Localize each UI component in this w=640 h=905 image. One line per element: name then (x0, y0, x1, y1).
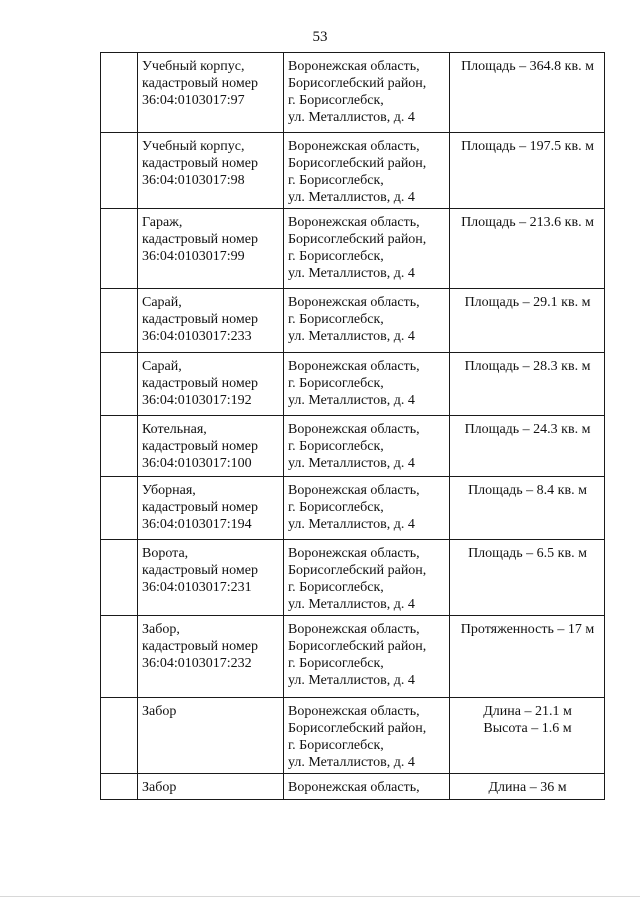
table-row (101, 289, 605, 353)
row-number-cell (101, 540, 138, 616)
address-line: Воронежская область, (288, 483, 420, 498)
measure-line: Площадь – 28.3 кв. м (464, 359, 591, 374)
page-number: 53 (312, 29, 328, 45)
row-number-cell (101, 416, 138, 477)
measure-line: Площадь – 364.8 кв. м (461, 59, 594, 74)
address-cell (284, 774, 450, 800)
address-cell (284, 353, 450, 416)
address-line: ул. Металлистов, д. 4 (288, 190, 415, 205)
address-line: ул. Металлистов, д. 4 (288, 393, 415, 408)
address-line: Воронежская область, (288, 295, 420, 310)
object-name-line: кадастровый номер (142, 376, 258, 391)
address-line: Воронежская область, (288, 422, 420, 437)
address-line: г. Борисоглебск, (288, 173, 384, 188)
address-line: г. Борисоглебск, (288, 580, 384, 595)
measure-cell (450, 698, 605, 774)
object-name-line: 36:04:0103017:97 (142, 93, 245, 108)
measure-cell (450, 289, 605, 353)
object-name-line: Учебный корпус, (142, 139, 245, 154)
footer-rule (0, 896, 640, 897)
object-name-line: кадастровый номер (142, 156, 258, 171)
object-name-line: кадастровый номер (142, 639, 258, 654)
address-line: г. Борисоглебск, (288, 376, 384, 391)
address-line: ул. Металлистов, д. 4 (288, 329, 415, 344)
address-line: г. Борисоглебск, (288, 500, 384, 515)
row-number-cell (101, 774, 138, 800)
address-line: Борисоглебский район, (288, 156, 427, 171)
object-name-line: кадастровый номер (142, 232, 258, 247)
measure-cell (450, 209, 605, 289)
object-name-line: 36:04:0103017:100 (142, 456, 252, 471)
table-row (101, 133, 605, 209)
object-name-line: 36:04:0103017:232 (142, 656, 252, 671)
row-number-cell (101, 133, 138, 209)
table-row (101, 209, 605, 289)
address-line: г. Борисоглебск, (288, 312, 384, 327)
address-line: ул. Металлистов, д. 4 (288, 456, 415, 471)
address-line: Воронежская область, (288, 215, 420, 230)
address-line: Воронежская область, (288, 780, 420, 795)
object-name-line: Сарай, (142, 295, 182, 310)
measure-line: Длина – 21.1 м (483, 704, 572, 719)
address-line: ул. Металлистов, д. 4 (288, 673, 415, 688)
measure-cell (450, 416, 605, 477)
object-name-line: Сарай, (142, 359, 182, 374)
table-row (101, 416, 605, 477)
property-table-body (101, 53, 605, 800)
address-line: Воронежская область, (288, 359, 420, 374)
address-cell (284, 616, 450, 698)
measure-line: Площадь – 6.5 кв. м (468, 546, 587, 561)
row-number-cell (101, 209, 138, 289)
address-cell (284, 416, 450, 477)
address-line: г. Борисоглебск, (288, 249, 384, 264)
object-name-cell (138, 540, 284, 616)
address-line: Воронежская область, (288, 546, 420, 561)
row-number-cell (101, 289, 138, 353)
address-line: ул. Металлистов, д. 4 (288, 755, 415, 770)
table-row (101, 774, 605, 800)
table-row (101, 698, 605, 774)
address-line: Воронежская область, (288, 704, 420, 719)
address-line: Воронежская область, (288, 139, 420, 154)
property-table (100, 52, 605, 800)
object-name-line: 36:04:0103017:99 (142, 249, 245, 264)
measure-line: Площадь – 8.4 кв. м (468, 483, 587, 498)
measure-cell (450, 540, 605, 616)
measure-line: Высота – 1.6 м (483, 721, 572, 736)
object-name-line: Ворота, (142, 546, 189, 561)
address-line: Борисоглебский район, (288, 721, 427, 736)
measure-cell (450, 774, 605, 800)
address-cell (284, 698, 450, 774)
measure-cell (450, 477, 605, 540)
table-row (101, 477, 605, 540)
address-line: ул. Металлистов, д. 4 (288, 110, 415, 125)
object-name-line: Забор (142, 780, 177, 795)
address-cell (284, 209, 450, 289)
measure-line: Площадь – 29.1 кв. м (464, 295, 591, 310)
row-number-cell (101, 353, 138, 416)
address-line: Воронежская область, (288, 59, 420, 74)
address-line: г. Борисоглебск, (288, 656, 384, 671)
measure-line: Площадь – 213.6 кв. м (461, 215, 594, 230)
object-name-line: 36:04:0103017:98 (142, 173, 245, 188)
address-line: Борисоглебский район, (288, 639, 427, 654)
object-name-cell (138, 53, 284, 133)
object-name-line: кадастровый номер (142, 563, 258, 578)
object-name-cell (138, 353, 284, 416)
table-row (101, 616, 605, 698)
table-row (101, 540, 605, 616)
object-name-line: Забор (142, 704, 177, 719)
object-name-line: кадастровый номер (142, 312, 258, 327)
address-line: ул. Металлистов, д. 4 (288, 517, 415, 532)
address-line: Борисоглебский район, (288, 563, 427, 578)
measure-line: Площадь – 24.3 кв. м (464, 422, 591, 437)
address-line: ул. Металлистов, д. 4 (288, 597, 415, 612)
row-number-cell (101, 477, 138, 540)
object-name-cell (138, 774, 284, 800)
object-name-cell (138, 477, 284, 540)
address-cell (284, 289, 450, 353)
address-line: ул. Металлистов, д. 4 (288, 266, 415, 281)
measure-line: Площадь – 197.5 кв. м (461, 139, 594, 154)
address-line: Борисоглебский район, (288, 76, 427, 91)
object-name-line: Гараж, (142, 215, 183, 230)
measure-cell (450, 353, 605, 416)
address-cell (284, 477, 450, 540)
object-name-line: Уборная, (142, 483, 196, 498)
object-name-line: Забор, (142, 622, 180, 637)
row-number-cell (101, 616, 138, 698)
object-name-cell (138, 133, 284, 209)
measure-line: Протяженность – 17 м (460, 622, 595, 637)
object-name-line: Котельная, (142, 422, 207, 437)
address-line: г. Борисоглебск, (288, 93, 384, 108)
table-row (101, 53, 605, 133)
address-line: Воронежская область, (288, 622, 420, 637)
row-number-cell (101, 698, 138, 774)
address-line: Борисоглебский район, (288, 232, 427, 247)
object-name-line: 36:04:0103017:192 (142, 393, 252, 408)
object-name-line: кадастровый номер (142, 439, 258, 454)
table-row (101, 353, 605, 416)
object-name-line: 36:04:0103017:231 (142, 580, 252, 595)
measure-cell (450, 53, 605, 133)
address-cell (284, 540, 450, 616)
measure-line: Длина – 36 м (488, 780, 567, 795)
object-name-line: кадастровый номер (142, 500, 258, 515)
object-name-line: 36:04:0103017:233 (142, 329, 252, 344)
object-name-cell (138, 289, 284, 353)
object-name-cell (138, 698, 284, 774)
address-line: г. Борисоглебск, (288, 439, 384, 454)
object-name-cell (138, 416, 284, 477)
object-name-line: Учебный корпус, (142, 59, 245, 74)
measure-cell (450, 616, 605, 698)
address-cell (284, 53, 450, 133)
object-name-line: кадастровый номер (142, 76, 258, 91)
object-name-line: 36:04:0103017:194 (142, 517, 252, 532)
address-cell (284, 133, 450, 209)
measure-cell (450, 133, 605, 209)
object-name-cell (138, 616, 284, 698)
object-name-cell (138, 209, 284, 289)
row-number-cell (101, 53, 138, 133)
address-line: г. Борисоглебск, (288, 738, 384, 753)
